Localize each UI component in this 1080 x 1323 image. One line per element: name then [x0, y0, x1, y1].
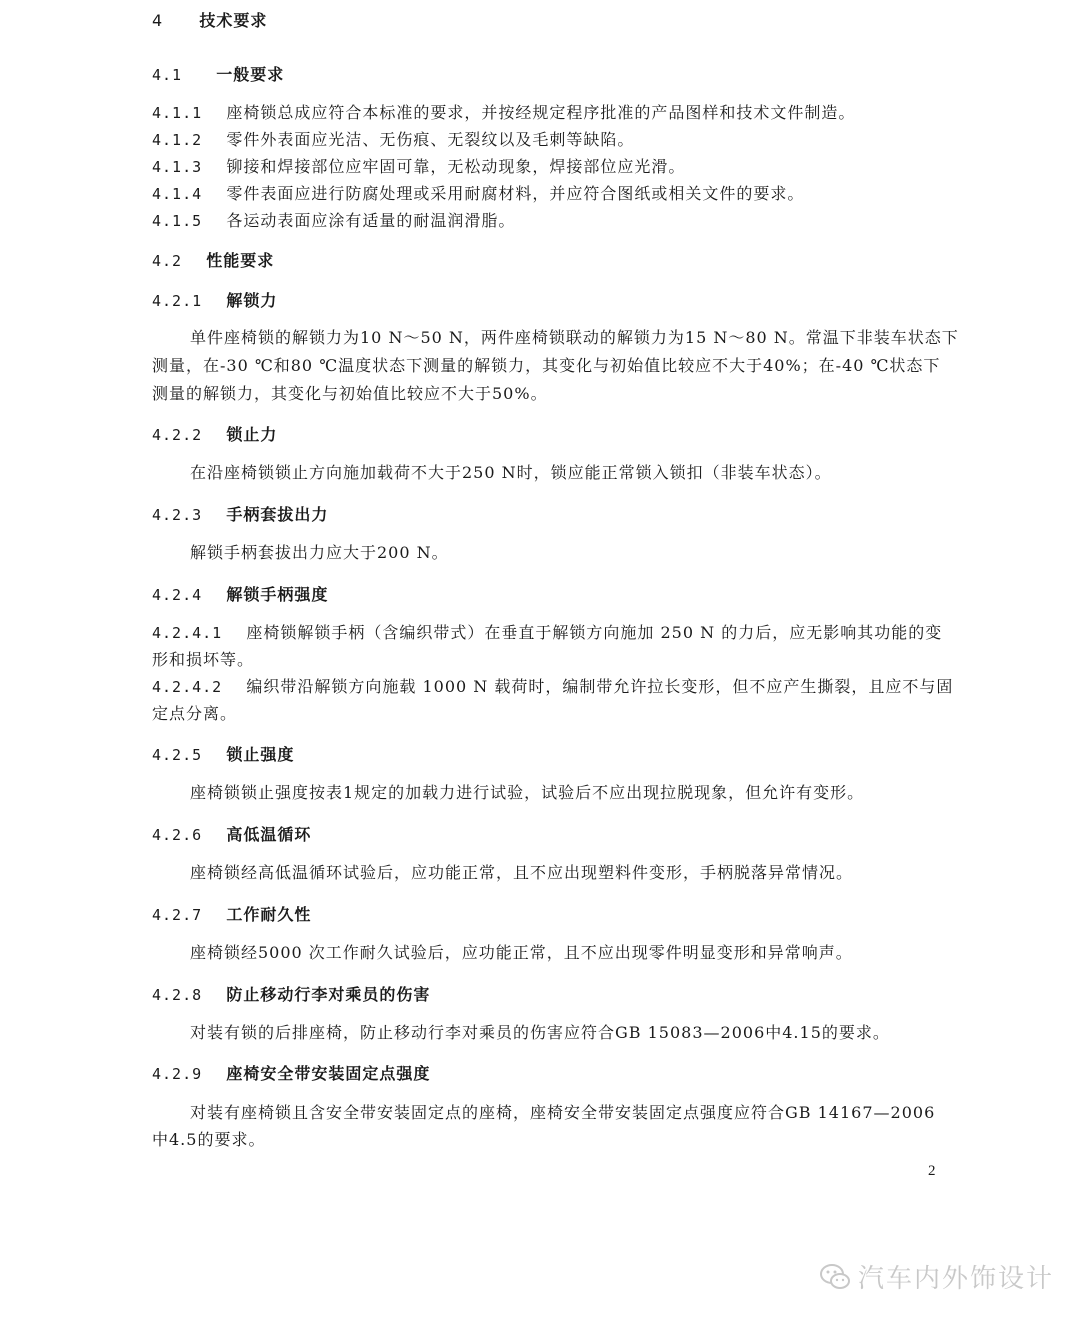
- watermark: [818, 1258, 1054, 1295]
- section-4-heading: 4 技术要求: [152, 11, 268, 30]
- clause-4-2-4-2: 4.2.4.2 编织带沿解锁方向施载 1000 N 载荷时，编制带允许拉长变形，但不应产生撕裂，且应不与固: [152, 677, 954, 696]
- clause-4-2-5-heading: 4.2.5 锁止强度: [152, 745, 295, 764]
- clause-4-2-7-text: 座椅锁经5000 次工作耐久试验后，应功能正常，且不应出现零件明显变形和异常响声。: [190, 943, 853, 962]
- section-4-2-heading: 4.2 性能要求: [152, 251, 275, 270]
- clause-4-2-7-heading: 4.2.7 工作耐久性: [152, 905, 312, 924]
- clause-4-2-6-heading: 4.2.6 高低温循环: [152, 825, 312, 844]
- clause-4-2-1-line-2: 测量，在-30 ℃和80 ℃温度状态下测量的解锁力，其变化与初始值比较应不大于40%；在-40 ℃状态下: [152, 356, 941, 375]
- clause-4-2-2-heading: 4.2.2 锁止力: [152, 425, 278, 444]
- clause-4-2-3-heading: 4.2.3 手柄套拔出力: [152, 505, 329, 524]
- clause-4-2-1-heading: 4.2.1 解锁力: [152, 291, 278, 310]
- watermark-text: 汽车内外饰设计: [858, 1264, 1055, 1294]
- clause-4-2-3-text: 解锁手柄套拔出力应大于200 N。: [190, 543, 449, 562]
- clause-4-2-4-heading: 4.2.4 解锁手柄强度: [152, 585, 329, 604]
- clause-4-2-8-text: 对装有锁的后排座椅，防止移动行李对乘员的伤害应符合GB 15083—2006中4.15的要求。: [190, 1023, 890, 1042]
- clause-4-2-4-1-line-2: 形和损坏等。: [152, 650, 255, 669]
- clause-4-2-8-heading: 4.2.8 防止移动行李对乘员的伤害: [152, 985, 431, 1004]
- clause-4-1-3: 4.1.3 铆接和焊接部位应牢固可靠，无松动现象，焊接部位应光滑。: [152, 157, 686, 176]
- clause-4-1-2: 4.1.2 零件外表面应光洁、无伤痕、无裂纹以及毛刺等缺陷。: [152, 130, 635, 149]
- clause-4-2-6-text: 座椅锁经高低温循环试验后，应功能正常，且不应出现塑料件变形，手柄脱落异常情况。: [190, 863, 854, 882]
- clause-4-2-1-line-1: 单件座椅锁的解锁力为10 N～50 N，两件座椅锁联动的解锁力为15 N～80 N。常温下非装车状态下: [190, 328, 959, 347]
- clause-4-2-4-1: 4.2.4.1 座椅锁解锁手柄（含编织带式）在垂直于解锁方向施加 250 N 的力后，应无影响其功能的变: [152, 623, 943, 642]
- clause-4-1-5: 4.1.5 各运动表面应涂有适量的耐温润滑脂。: [152, 211, 516, 230]
- clause-4-2-9-line-2: 中4.5的要求。: [152, 1130, 266, 1149]
- wechat-icon: [818, 1262, 852, 1292]
- page-number: 2: [928, 1163, 936, 1179]
- clause-4-2-4-2-line-2: 定点分离。: [152, 704, 238, 723]
- clause-4-1-1: 4.1.1 座椅锁总成应符合本标准的要求，并按经规定程序批准的产品图样和技术文件制造。: [152, 103, 856, 122]
- section-4-1-heading: 4.1 一般要求: [152, 65, 285, 84]
- clause-4-2-5-text: 座椅锁锁止强度按表1规定的加载力进行试验，试验后不应出现拉脱现象，但允许有变形。: [190, 783, 865, 802]
- clause-4-2-2-text: 在沿座椅锁锁止方向施加载荷不大于250 N时，锁应能正常锁入锁扣（非装车状态）。: [190, 463, 832, 482]
- clause-4-2-1-line-3: 测量的解锁力，其变化与初始值比较应不大于50%。: [152, 384, 548, 403]
- clause-4-2-9-line-1: 对装有座椅锁且含安全带安装固定点的座椅，座椅安全带安装固定点强度应符合GB 14167—2006: [190, 1103, 936, 1122]
- clause-4-1-4: 4.1.4 零件表面应进行防腐处理或采用耐腐材料，并应符合图纸或相关文件的要求。: [152, 184, 805, 203]
- clause-4-2-9-heading: 4.2.9 座椅安全带安装固定点强度: [152, 1064, 431, 1083]
